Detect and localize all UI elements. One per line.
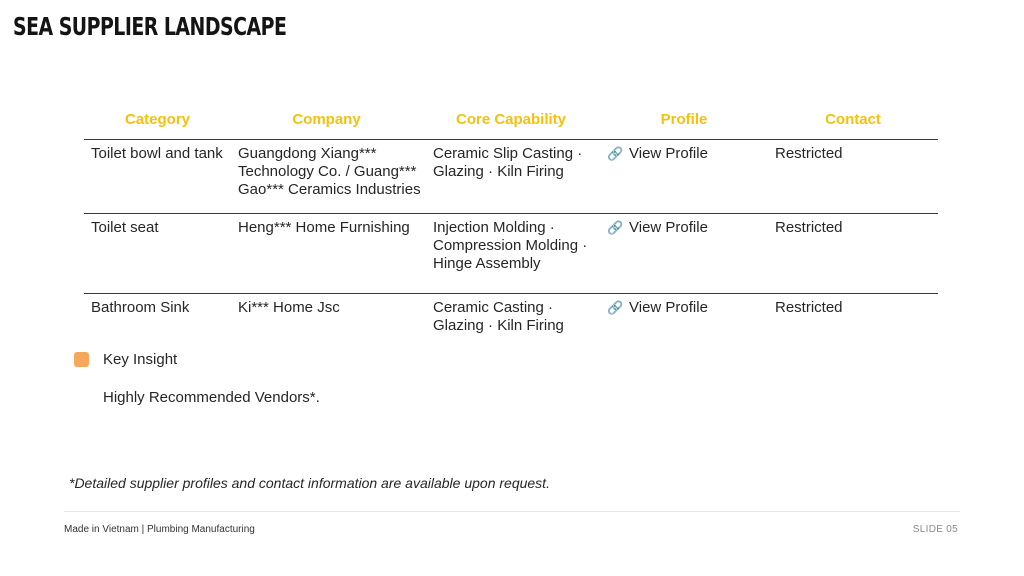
contact-cell: Restricted	[775, 145, 843, 162]
footer-divider	[64, 511, 960, 512]
key-insight-icon	[74, 352, 89, 367]
view-profile-link[interactable]: View Profile	[629, 145, 708, 162]
link-icon: 🔗	[607, 146, 624, 161]
supplier-table	[84, 100, 938, 344]
company-cell: Heng*** Home Furnishing	[238, 219, 410, 236]
profile-cell[interactable]	[600, 299, 768, 341]
view-profile-link[interactable]: View Profile	[629, 219, 708, 236]
footnote: *Detailed supplier profiles and contact information are available upon request.	[69, 475, 550, 491]
header-company: Company	[292, 111, 361, 128]
link-icon: 🔗	[607, 220, 624, 235]
table-header-row	[84, 100, 938, 140]
slide-title: SEA SUPPLIER LANDSCAPE	[13, 12, 287, 41]
footer-source: Made in Vietnam | Plumbing Manufacturing	[64, 524, 255, 535]
header-contact: Contact	[825, 111, 881, 128]
category-cell: Bathroom Sink	[91, 299, 190, 316]
header-core-capability: Core Capability	[455, 111, 567, 128]
table-row	[84, 140, 938, 214]
company-cell: Guangdong Xiang*** Technology Co. / Guang*** Gao*** Ceramics Industries	[238, 145, 421, 198]
header-category: Category	[124, 111, 191, 128]
table-row	[84, 214, 938, 294]
key-insight-title: Key Insight	[103, 351, 178, 368]
header-profile: Profile	[660, 111, 708, 128]
view-profile-link[interactable]: View Profile	[629, 299, 708, 316]
slide-number: SLIDE 05	[912, 524, 958, 535]
profile-cell[interactable]	[600, 219, 768, 290]
key-insight-text: Highly Recommended Vendors*.	[103, 389, 320, 406]
category-cell: Toilet seat	[91, 219, 159, 236]
profile-cell[interactable]	[600, 145, 768, 210]
category-cell: Toilet bowl and tank	[91, 145, 223, 162]
table-row	[84, 294, 938, 344]
contact-cell: Restricted	[775, 219, 843, 236]
capability-cell: Injection Molding · Compression Molding · Hinge Assembly	[433, 219, 588, 272]
capability-cell: Ceramic Casting · Glazing · Kiln Firing	[433, 299, 564, 334]
link-icon: 🔗	[607, 300, 624, 315]
capability-cell: Ceramic Slip Casting · Glazing · Kiln Firing	[433, 145, 583, 180]
contact-cell: Restricted	[775, 299, 843, 316]
company-cell: Ki*** Home Jsc	[238, 299, 340, 316]
